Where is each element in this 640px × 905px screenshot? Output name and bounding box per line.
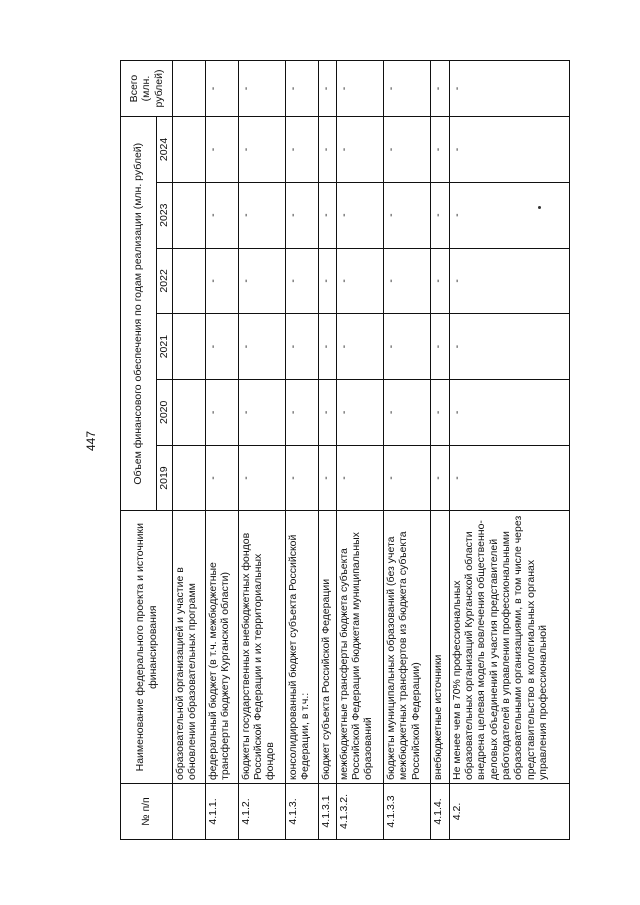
rotated-page-content xyxy=(120,60,570,840)
value-cell: - xyxy=(431,314,449,380)
value-cell: - xyxy=(318,248,336,314)
page-number: 447 xyxy=(84,430,98,452)
table-row xyxy=(285,61,318,840)
row-number: 4.1.3.2. xyxy=(336,783,383,839)
table-row xyxy=(336,61,383,840)
value-cell: - xyxy=(285,445,318,511)
row-name: Не менее чем в 70% профессиональных образовательных организаций Курганской области внедрена целевая модель вовлечения общественно-деловых объединений и участия представителей работодателей в управлении профессиональными образовательными организациями, в том числе через представительство в коллегиальных органах управления профессиональной xyxy=(449,511,569,784)
value-cell: - xyxy=(238,379,285,445)
value-cell: - xyxy=(431,248,449,314)
value-cell xyxy=(173,379,206,445)
header-name: Наименование федерального проекта и источники финансирования xyxy=(121,511,173,784)
financing-table xyxy=(120,60,570,840)
value-cell: - xyxy=(449,61,569,117)
row-number: 4.1.1. xyxy=(205,783,238,839)
value-cell: - xyxy=(431,61,449,117)
value-cell: - xyxy=(384,445,431,511)
row-number xyxy=(173,783,206,839)
value-cell: - xyxy=(238,61,285,117)
value-cell: - xyxy=(285,314,318,380)
value-cell: - xyxy=(238,445,285,511)
row-name: бюджеты государственных внебюджетных фондов Российской Федерации и их территориальных фондов xyxy=(238,511,285,784)
value-cell: - xyxy=(318,314,336,380)
value-cell: - xyxy=(384,182,431,248)
value-cell: - xyxy=(336,379,383,445)
value-cell: - xyxy=(431,117,449,183)
header-year: 2021 xyxy=(157,314,173,380)
value-cell: - xyxy=(318,61,336,117)
value-cell: - xyxy=(336,314,383,380)
value-cell xyxy=(173,314,206,380)
header-num: № п/п xyxy=(121,783,173,839)
table-body xyxy=(173,61,570,840)
table-row xyxy=(449,61,569,840)
value-cell: - xyxy=(285,182,318,248)
row-number: 4.1.3.3 xyxy=(384,783,431,839)
value-cell: - xyxy=(238,182,285,248)
value-cell: - xyxy=(205,248,238,314)
value-cell: - xyxy=(205,445,238,511)
value-cell: - xyxy=(384,379,431,445)
row-number: 4.2. xyxy=(449,783,569,839)
value-cell: - xyxy=(336,182,383,248)
header-year: 2022 xyxy=(157,248,173,314)
table-row xyxy=(384,61,431,840)
header-year: 2020 xyxy=(157,379,173,445)
value-cell: - xyxy=(336,445,383,511)
value-cell: - xyxy=(336,117,383,183)
value-cell: - xyxy=(449,445,569,511)
value-cell xyxy=(173,61,206,117)
value-cell: - xyxy=(205,61,238,117)
header-year: 2024 xyxy=(157,117,173,183)
row-name: федеральный бюджет (в т.ч. межбюджетные трансферты бюджету Курганской области) xyxy=(205,511,238,784)
value-cell: - xyxy=(285,61,318,117)
value-cell: - xyxy=(205,182,238,248)
value-cell: - xyxy=(238,248,285,314)
header-year: 2019 xyxy=(157,445,173,511)
row-number: 4.1.4. xyxy=(431,783,449,839)
value-cell: - xyxy=(285,117,318,183)
row-name: межбюджетные трансферты бюджета субъекта Российской Федерации бюджетам муниципальных образований xyxy=(336,511,383,784)
table-row xyxy=(238,61,285,840)
value-cell: - xyxy=(449,379,569,445)
value-cell: - xyxy=(431,379,449,445)
table-row xyxy=(318,61,336,840)
value-cell: - xyxy=(238,117,285,183)
table-row xyxy=(173,61,206,840)
value-cell xyxy=(173,248,206,314)
value-cell: - xyxy=(449,182,569,248)
value-cell: - xyxy=(431,182,449,248)
header-total: Всего (млн. рублей) xyxy=(121,61,173,117)
value-cell: - xyxy=(384,117,431,183)
value-cell: - xyxy=(384,61,431,117)
value-cell xyxy=(173,445,206,511)
row-name: бюджеты муниципальных образований (без учета межбюджетных трансфертов из бюджета субъекта Российской Федерации) xyxy=(384,511,431,784)
value-cell: - xyxy=(285,248,318,314)
value-cell: - xyxy=(384,314,431,380)
row-name: образовательной организацией и участие в обновлении образовательных программ xyxy=(173,511,206,784)
value-cell xyxy=(173,117,206,183)
row-number: 4.1.2. xyxy=(238,783,285,839)
value-cell: - xyxy=(318,445,336,511)
table-row xyxy=(431,61,449,840)
value-cell: - xyxy=(449,248,569,314)
value-cell: - xyxy=(431,445,449,511)
value-cell: - xyxy=(318,379,336,445)
value-cell: - xyxy=(238,314,285,380)
row-name: внебюджетные источники xyxy=(431,511,449,784)
value-cell: - xyxy=(336,61,383,117)
value-cell: - xyxy=(336,248,383,314)
value-cell: - xyxy=(318,117,336,183)
value-cell: - xyxy=(318,182,336,248)
value-cell: - xyxy=(285,379,318,445)
value-cell: - xyxy=(449,314,569,380)
value-cell: - xyxy=(205,314,238,380)
value-cell: - xyxy=(205,117,238,183)
header-year: 2023 xyxy=(157,182,173,248)
row-number: 4.1.3.1 xyxy=(318,783,336,839)
table-row xyxy=(205,61,238,840)
row-name: консолидированный бюджет субъекта Российской Федерации, в т.ч.: xyxy=(285,511,318,784)
value-cell: - xyxy=(384,248,431,314)
header-row xyxy=(121,61,157,840)
row-name: бюджет субъекта Российской Федерации xyxy=(318,511,336,784)
row-number: 4.1.3. xyxy=(285,783,318,839)
value-cell xyxy=(173,182,206,248)
value-cell: - xyxy=(205,379,238,445)
header-funding: Объем финансового обеспечения по годам реализации (млн. рублей) xyxy=(121,117,157,511)
value-cell: - xyxy=(449,117,569,183)
